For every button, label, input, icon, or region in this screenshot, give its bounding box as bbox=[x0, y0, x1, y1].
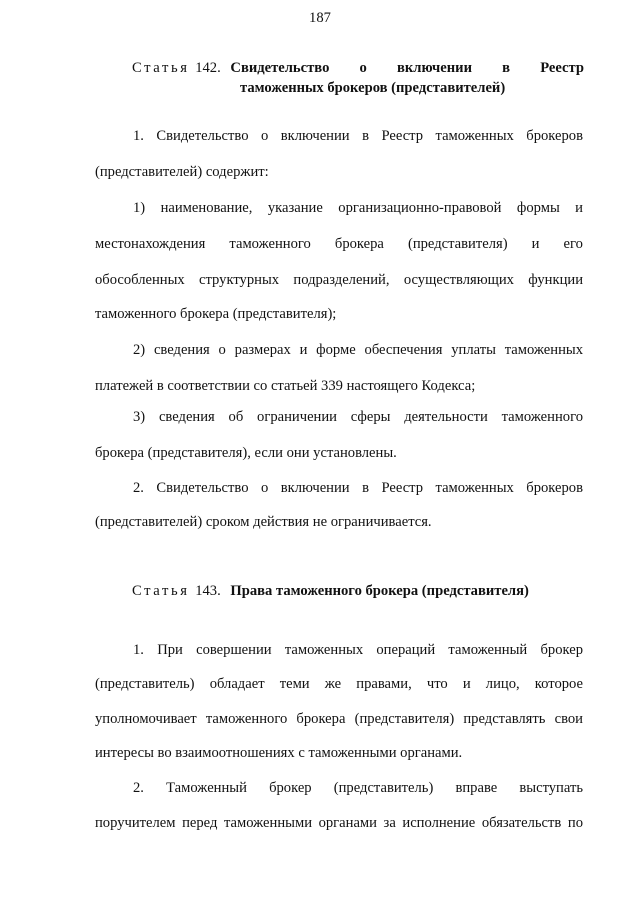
text-line: таможенного брокера (представителя); bbox=[95, 306, 337, 322]
text-line: (представителей) сроком действия не ограничивается. bbox=[95, 514, 432, 530]
text-line: поручителем перед таможенными органами за исполнение обязательств по bbox=[95, 815, 583, 831]
article-142-label: Статья bbox=[132, 60, 190, 76]
article-142-item-3 bbox=[95, 407, 583, 427]
page-number: 187 bbox=[309, 10, 331, 26]
text-line bbox=[95, 778, 583, 798]
article-142-title-word: Реестр bbox=[540, 60, 584, 76]
word: брокера bbox=[334, 236, 384, 252]
word: Таможенный bbox=[166, 780, 247, 796]
article-142-paragraph-2 bbox=[95, 478, 583, 498]
article-142-item-1 bbox=[95, 198, 583, 218]
article-142-title-word: в bbox=[502, 60, 511, 76]
text-line: интересы во взаимоотношениях с таможенными органами. bbox=[95, 745, 463, 761]
word: выступать bbox=[519, 780, 583, 796]
article-142-number: 142. bbox=[195, 60, 221, 76]
article-143-label: Статья bbox=[132, 583, 190, 599]
word: брокер bbox=[269, 780, 312, 796]
article-142-title-word: Свидетельство bbox=[230, 60, 330, 76]
word: и bbox=[531, 236, 540, 252]
text-line: 2) сведения о размерах и форме обеспечения уплаты таможенных bbox=[133, 342, 583, 358]
article-143-title: Права таможенного брокера (представителя) bbox=[230, 583, 529, 599]
article-142-title-word: включении bbox=[396, 60, 472, 76]
word: местонахождения bbox=[95, 236, 206, 252]
article-143-number: 143. bbox=[195, 583, 221, 599]
word: вправе bbox=[455, 780, 498, 796]
article-143-paragraph-1 bbox=[95, 640, 583, 660]
word: 2. bbox=[133, 780, 144, 796]
article-142-heading-line-1 bbox=[132, 58, 584, 78]
word: его bbox=[563, 236, 583, 252]
article-142-title-line-2: таможенных брокеров (представителей) bbox=[240, 80, 506, 96]
text-line: (представитель) обладает теми же правами, что и лицо, которое bbox=[95, 676, 583, 692]
word: таможенного bbox=[229, 236, 311, 252]
article-142-paragraph-1 bbox=[95, 126, 583, 146]
text-line bbox=[95, 234, 583, 254]
text-line: уполномочивает таможенного брокера (представителя) представлять свои bbox=[95, 711, 583, 727]
text-line: 2. Свидетельство о включении в Реестр таможенных брокеров bbox=[133, 480, 583, 496]
article-143-heading bbox=[132, 581, 584, 601]
text-line: 1. Свидетельство о включении в Реестр таможенных брокеров bbox=[133, 128, 583, 144]
text-line: 3) сведения об ограничении сферы деятельности таможенного bbox=[133, 409, 583, 425]
text-line: обособленных структурных подразделений, осуществляющих функции bbox=[95, 272, 583, 288]
word: (представитель) bbox=[333, 780, 434, 796]
article-142-heading bbox=[132, 58, 584, 98]
article-142-item-2 bbox=[95, 340, 583, 360]
article-142-title-word: о bbox=[359, 60, 367, 76]
text-line: 1. При совершении таможенных операций таможенный брокер bbox=[133, 642, 583, 658]
text-line: платежей в соответствии со статьей 339 настоящего Кодекса; bbox=[95, 378, 476, 394]
article-143-paragraph-2 bbox=[95, 778, 583, 798]
text-line: брокера (представителя), если они установлены. bbox=[95, 445, 397, 461]
text-line: (представителей) содержит: bbox=[95, 164, 269, 180]
word: (представителя) bbox=[407, 236, 508, 252]
text-line: 1) наименование, указание организационно-правовой формы и bbox=[133, 200, 583, 216]
